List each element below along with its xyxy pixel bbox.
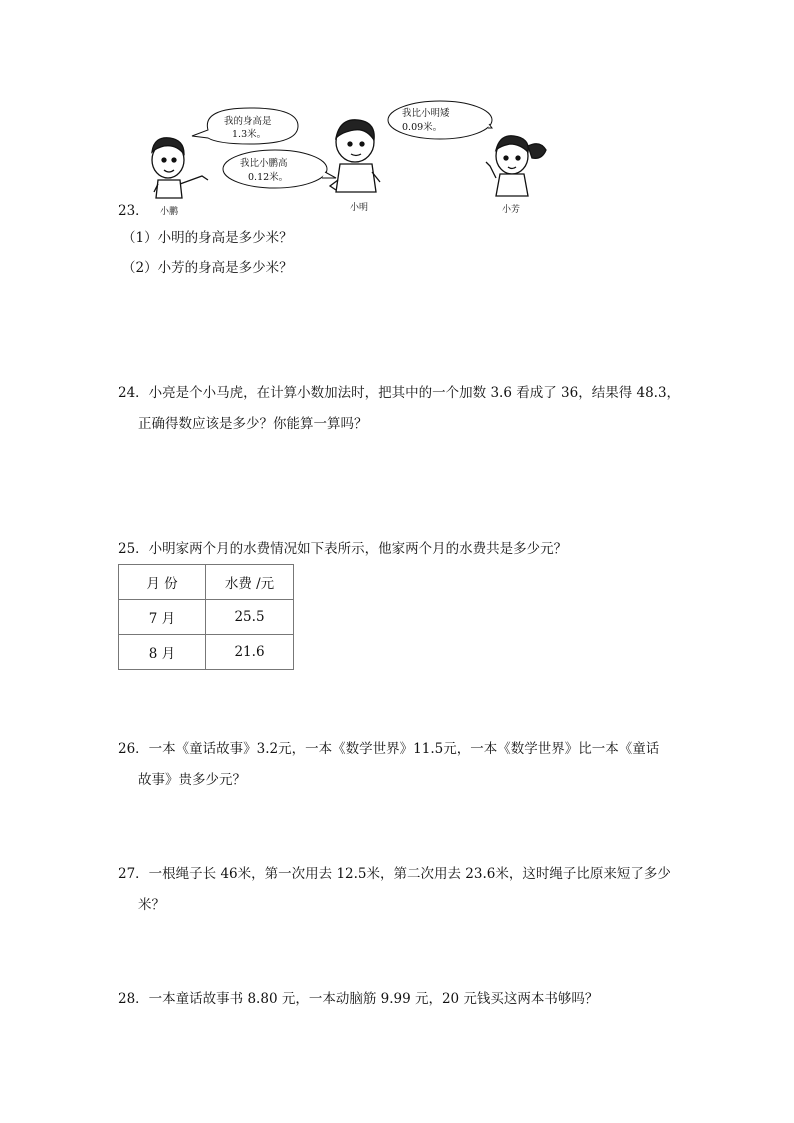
xiaopeng-figure [152,138,208,198]
speech-bubble-xiaoming-left [223,148,336,188]
question-23-illustration [140,100,560,220]
table-row [119,600,294,635]
question-24-line-2: 正确得数应该是多少？你能算一算吗？ [138,416,368,432]
name-xiaopeng: 小鹏 [160,207,179,217]
speech-bubble-xiaoming-right [388,101,492,139]
question-25-line-1: 25．小明家两个月的水费情况如下表所示，他家两个月的水费共是多少元？ [118,541,568,557]
table-cell-fee: 21.6 [206,635,294,670]
bubble-xiaopeng-line1: 我的身高是 [224,116,272,127]
table-cell-month: 7 月 [119,600,206,635]
table-cell-month: 8 月 [119,635,206,670]
table-header-month: 月 份 [119,565,206,600]
table-header-row [119,565,294,600]
speech-bubble-xiaopeng [192,108,298,144]
water-fee-table [118,564,294,670]
table-row [119,635,294,670]
bubble-xiaoming-peng-line2: 0.12米。 [248,172,289,183]
table-cell-fee: 25.5 [206,600,294,635]
question-23-part-2: （2）小芳的身高是多少米？ [122,260,293,276]
name-xiaofang: 小芳 [502,205,521,215]
bubble-xiaoming-peng-line1: 我比小鹏高 [240,158,288,169]
bubble-xiaoming-fang-line2: 0.09米。 [402,122,443,133]
question-27-line-2: 米？ [138,897,165,913]
question-24-line-1: 24．小亮是个小马虎，在计算小数加法时，把其中的一个加数 3.6 看成了 36，结果得 48.3， [118,385,681,401]
xiaoming-figure [330,120,380,192]
question-28-line-1: 28．一本童话故事书 8.80 元，一本动脑筋 9.99 元，20 元钱买这两本书够吗？ [118,991,599,1007]
table-header-fee: 水费 /元 [206,565,294,600]
bubble-xiaoming-fang-line1: 我比小明矮 [402,108,450,119]
name-xiaoming: 小明 [350,203,369,213]
xiaofang-figure [486,136,546,196]
question-23-part-1: （1）小明的身高是多少米？ [122,230,293,246]
question-27-line-1: 27．一根绳子长 46米，第一次用去 12.5米，第二次用去 23.6米，这时绳子比原来短了多少 [118,866,671,882]
question-26-line-1: 26．一本《童话故事》3.2元，一本《数学世界》11.5元，一本《数学世界》比一本《童话 [118,741,660,757]
question-26-line-2: 故事》贵多少元？ [138,772,246,788]
question-23-number: 23． [118,203,149,219]
bubble-xiaopeng-line2: 1.3米。 [232,129,267,140]
